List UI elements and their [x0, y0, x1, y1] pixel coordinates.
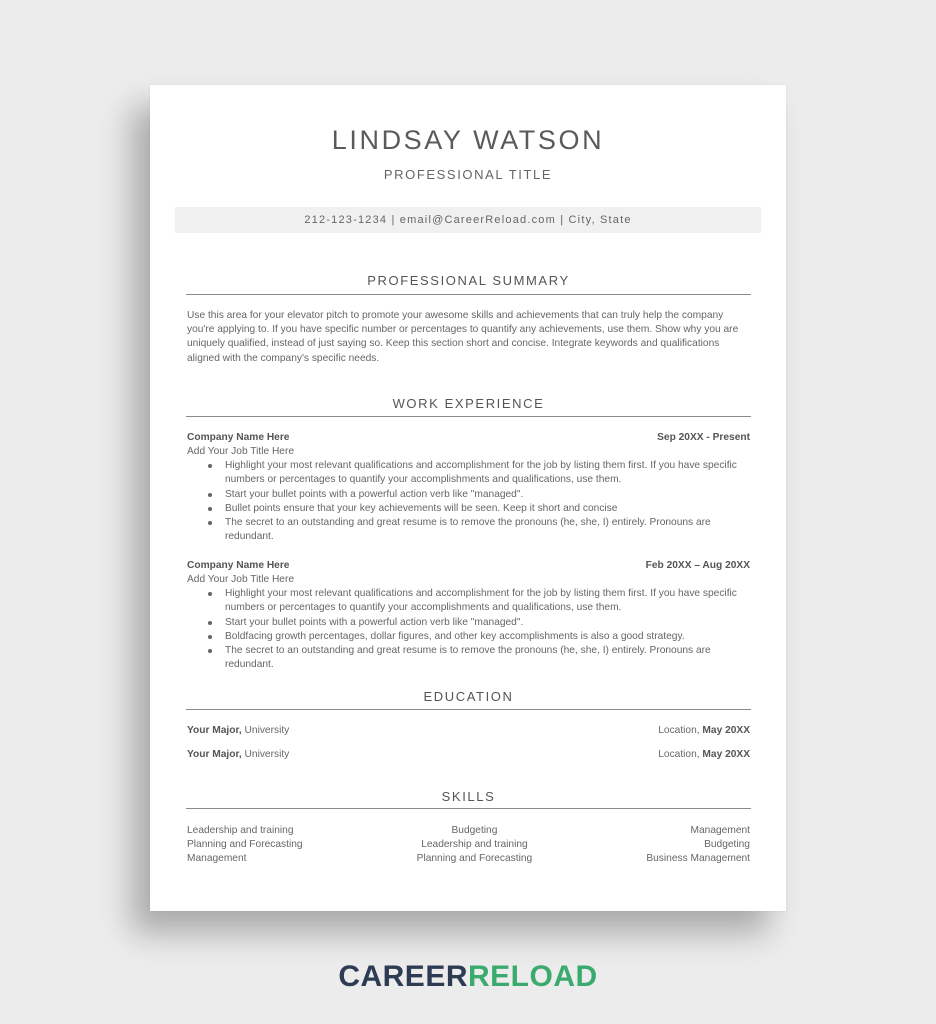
- education-date: May 20XX: [702, 725, 750, 736]
- job-bullet: Bullet points ensure that your key achievements will be seen. Keep it short and concise: [225, 502, 750, 516]
- job-bullet: Start your bullet points with a powerful action verb like "managed".: [225, 488, 750, 502]
- skills-divider: [186, 808, 751, 809]
- education-entry: [187, 725, 750, 736]
- summary-text: Use this area for your elevator pitch to promote your awesome skills and achievements that can truly help the company you're applying to. If you have specific number or percentages to quantify any achievements, use them. Show why you are uniquely qualified, instead of just saying so. Keep this section short and concise. Integrate keywords and qualifications aligned with the company's specific needs.: [187, 310, 739, 364]
- education-school: University: [241, 725, 290, 736]
- job-company: Company Name Here: [187, 432, 290, 443]
- education-location: Location,: [658, 725, 703, 736]
- resume-page: [150, 85, 786, 911]
- education-major: Your Major,: [187, 749, 242, 760]
- contact-bar: 212-123-1234 | email@CareerReload.com | City, State: [175, 207, 761, 233]
- skill-item: Management: [690, 825, 750, 836]
- skill-item: Leadership and training: [421, 839, 528, 850]
- education-date: May 20XX: [702, 749, 750, 760]
- experience-divider: [186, 416, 751, 417]
- job-entry: [187, 559, 750, 673]
- skills-grid: [187, 824, 750, 866]
- education-heading: EDUCATION: [423, 689, 514, 704]
- skills-column: [417, 824, 533, 866]
- skills-column: [646, 824, 750, 866]
- job-bullet: The secret to an outstanding and great resume is to remove the pronouns (he, she, I) entirely. Pronouns are redundant.: [225, 644, 750, 673]
- job-bullets: [187, 459, 750, 545]
- skill-item: Planning and Forecasting: [187, 839, 303, 850]
- summary-divider: [186, 294, 751, 295]
- logo-reload-text: RELOAD: [468, 960, 598, 993]
- education-location-date: [658, 725, 750, 736]
- education-location-date: [658, 749, 750, 760]
- job-bullet: Boldfacing growth percentages, dollar figures, and other key accomplishments is also a good strategy.: [225, 630, 750, 644]
- resume-name: LINDSAY WATSON: [331, 125, 605, 155]
- education-major: Your Major,: [187, 725, 242, 736]
- job-entry: [187, 431, 750, 545]
- job-bullets: [187, 587, 750, 673]
- skill-item: Management: [187, 853, 247, 864]
- skills-column: [187, 824, 303, 866]
- skills-heading: SKILLS: [441, 789, 496, 804]
- skill-item: Planning and Forecasting: [416, 853, 533, 864]
- education-school: University: [241, 749, 290, 760]
- skill-item: Business Management: [646, 853, 750, 864]
- education-entry: [187, 749, 750, 760]
- job-bullet: Highlight your most relevant qualifications and accomplishment for the job by listing them first. If you have specific numbers or percentages to quantify your accomplishments and qualifications, use them.: [225, 459, 750, 488]
- professional-title: PROFESSIONAL TITLE: [383, 167, 553, 182]
- job-bullet: Start your bullet points with a powerful action verb like "managed".: [225, 616, 750, 630]
- education-divider: [186, 709, 751, 710]
- experience-heading: WORK EXPERIENCE: [392, 396, 545, 411]
- education-degree: [187, 725, 289, 736]
- skill-item: Leadership and training: [187, 825, 294, 836]
- skill-item: Budgeting: [704, 839, 750, 850]
- summary-heading: PROFESSIONAL SUMMARY: [367, 273, 570, 288]
- job-title: Add Your Job Title Here: [187, 446, 295, 457]
- skill-item: Budgeting: [451, 825, 498, 836]
- job-bullet: The secret to an outstanding and great resume is to remove the pronouns (he, she, I) entirely. Pronouns are redundant.: [225, 516, 750, 545]
- job-bullet: Highlight your most relevant qualifications and accomplishment for the job by listing them first. If you have specific numbers or percentages to quantify your accomplishments and qualifications, use them.: [225, 587, 750, 616]
- job-dates: Feb 20XX – Aug 20XX: [645, 560, 750, 571]
- job-title: Add Your Job Title Here: [187, 574, 295, 585]
- logo-career-text: CAREER: [338, 960, 468, 993]
- job-company: Company Name Here: [187, 560, 290, 571]
- job-dates: Sep 20XX - Present: [657, 432, 750, 443]
- careerreload-logo: [0, 960, 936, 994]
- education-degree: [187, 749, 289, 760]
- education-location: Location,: [658, 749, 703, 760]
